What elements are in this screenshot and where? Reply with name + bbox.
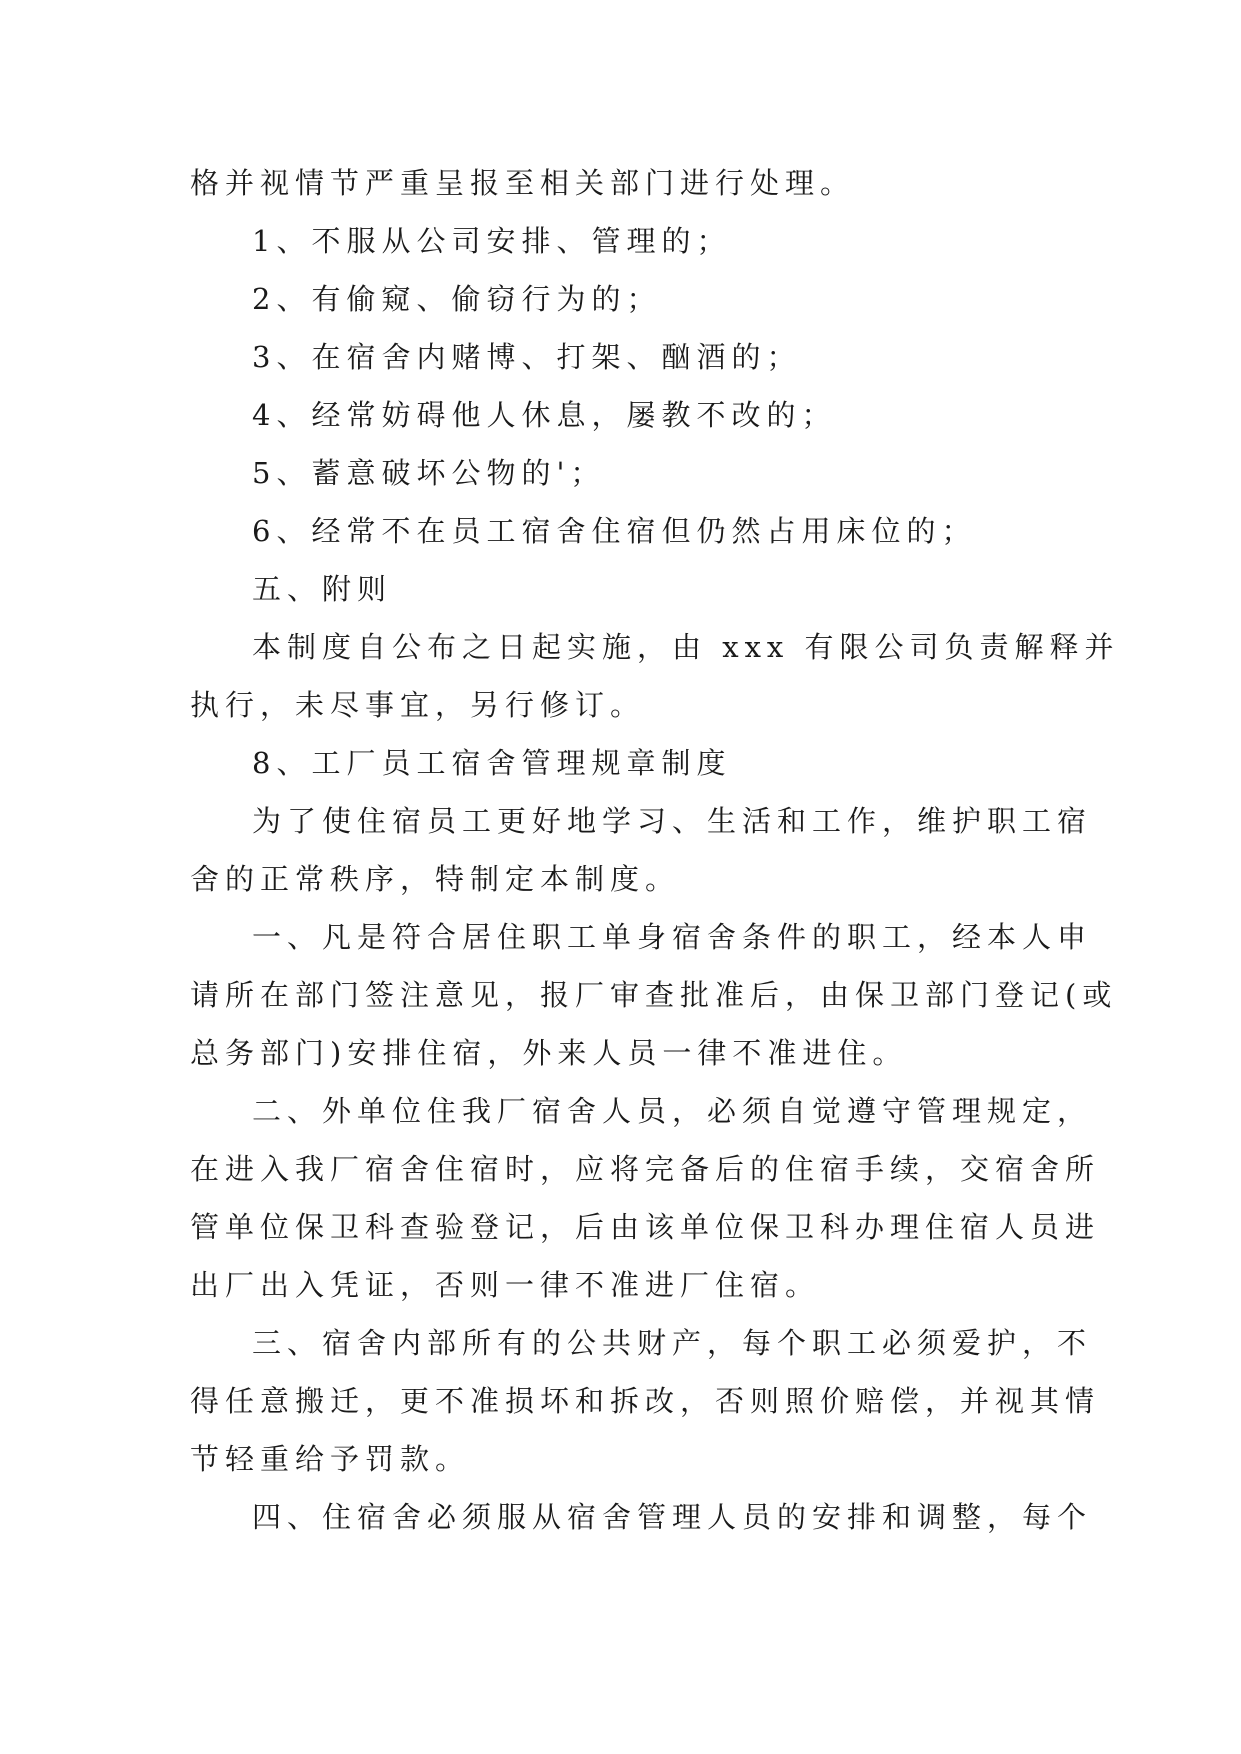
text-line: 节轻重给予罚款。 [190, 1442, 471, 1476]
text-line: 执行，未尽事宜，另行修订。 [190, 688, 646, 722]
document-page [190, 154, 1120, 1546]
text-line: 四、住宿舍必须服从宿舍管理人员的安排和调整，每个 [252, 1500, 1093, 1534]
text-line: 4、经常妨碍他人休息，屡教不改的； [252, 398, 837, 432]
text-line: 1、不服从公司安排、管理的； [252, 224, 732, 258]
text-line: 6、经常不在员工宿舍住宿但仍然占用床位的； [252, 514, 977, 548]
section-heading: 8、工厂员工宿舍管理规章制度 [252, 746, 732, 780]
text-line: 得任意搬迁，更不准损坏和拆改，否则照价赔偿，并视其情 [190, 1384, 1101, 1418]
text-line: 舍的正常秩序，特制定本制度。 [190, 862, 681, 896]
text-line: 管单位保卫科查验登记，后由该单位保卫科办理住宿人员进 [190, 1210, 1101, 1244]
text-line: 出厂出入凭证，否则一律不准进厂住宿。 [190, 1268, 821, 1302]
text-line: 在进入我厂宿舍住宿时，应将完备后的住宿手续，交宿舍所 [190, 1152, 1101, 1186]
text-line: 3、在宿舍内赌博、打架、酗酒的； [252, 340, 802, 374]
text-line: 一、凡是符合居住职工单身宿舍条件的职工，经本人申 [252, 920, 1093, 954]
section-heading: 五、附则 [252, 572, 393, 606]
text-line: 5、蓄意破坏公物的'； [252, 456, 606, 490]
text-line: 二、外单位住我厂宿舍人员，必须自觉遵守管理规定， [252, 1094, 1093, 1128]
text-line: 2、有偷窥、偷窃行为的； [252, 282, 662, 316]
text-line: 格并视情节严重呈报至相关部门进行处理。 [190, 166, 856, 200]
text-line: 三、宿舍内部所有的公共财产，每个职工必须爱护，不 [252, 1326, 1093, 1360]
text-line: 请所在部门签注意见，报厂审查批准后，由保卫部门登记(或 [190, 978, 1118, 1012]
text-line: 为了使住宿员工更好地学习、生活和工作，维护职工宿 [252, 804, 1093, 838]
text-line: 总务部门)安排住宿，外来人员一律不准进住。 [190, 1036, 908, 1070]
text-line: 本制度自公布之日起实施，由 xxx 有限公司负责解释并 [252, 630, 1120, 664]
